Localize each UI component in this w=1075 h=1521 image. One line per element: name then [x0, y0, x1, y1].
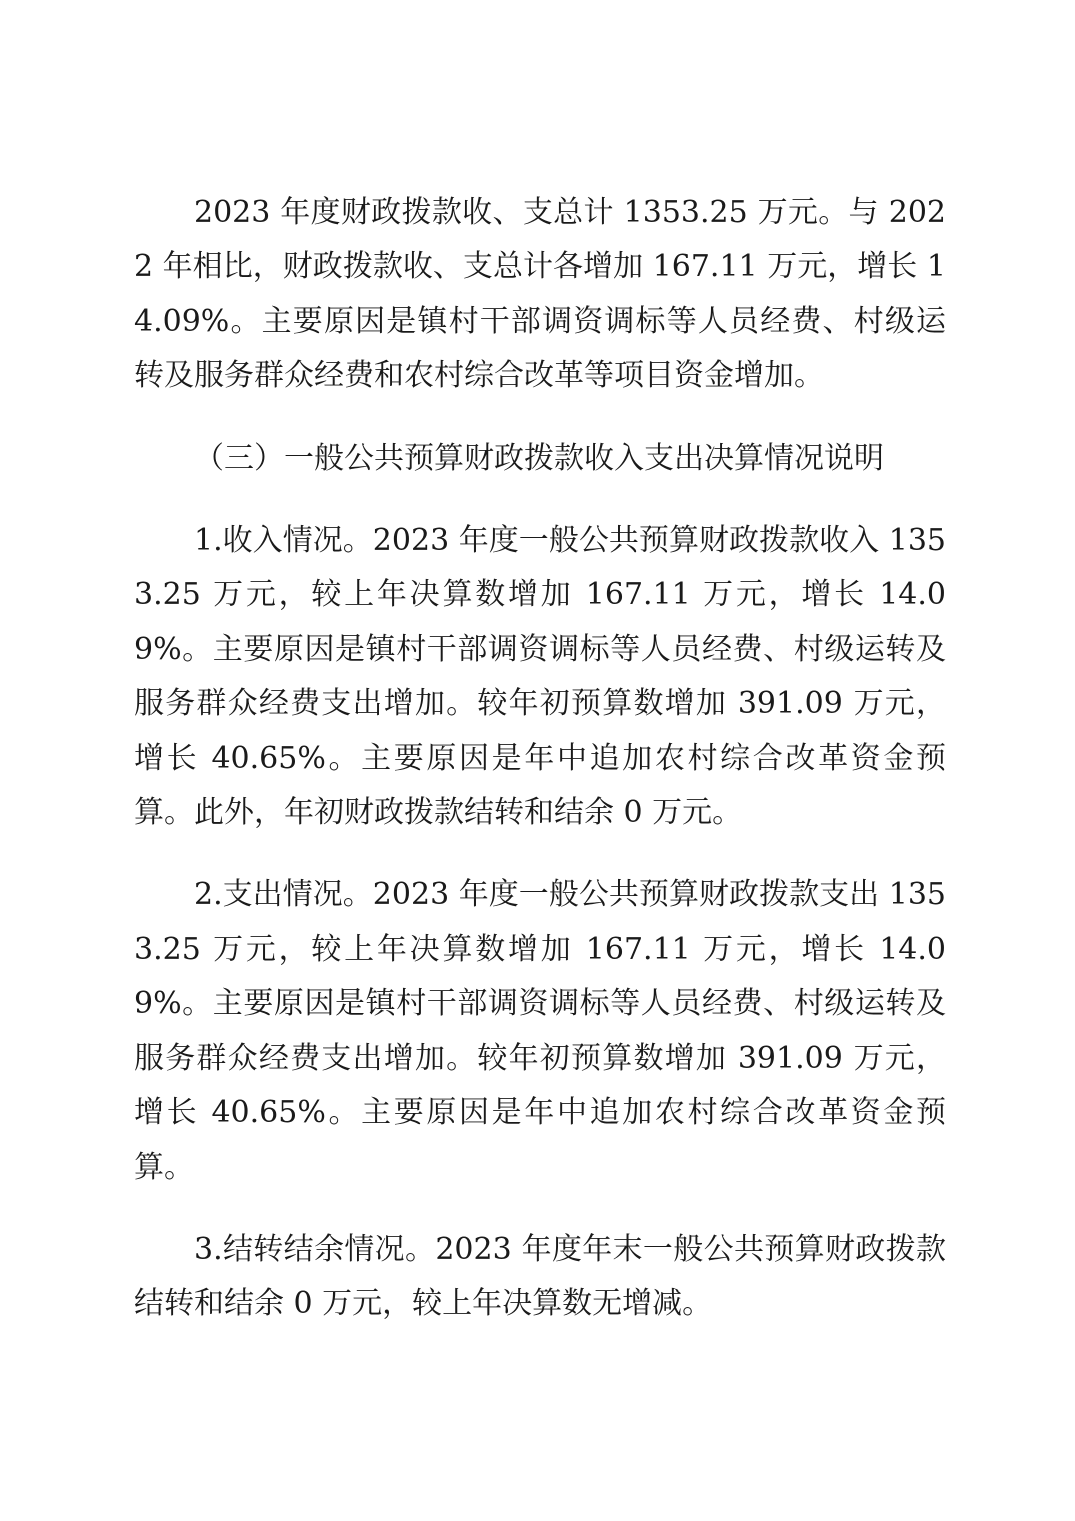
section-heading: （三）一般公共预算财政拨款收入支出决算情况说明	[194, 440, 884, 476]
paragraph-gap	[134, 1195, 946, 1223]
paragraph-gap	[134, 404, 946, 432]
paragraph-carryover: 3.结转结余情况。2023 年度年末一般公共预算财政拨款结转和结余 0 万元，较上年决算数无增减。	[134, 1231, 946, 1322]
paragraph-gap	[134, 840, 946, 868]
paragraph-income: 1.收入情况。2023 年度一般公共预算财政拨款收入 1353.25 万元，较上年决算数增加 167.11 万元，增长 14.09%。主要原因是镇村干部调资调标等人员经费、村级运转及服务群众经费支出增加。较年初预算数增加 391.09 万元，增长 40.65%。主要原因是年中追加农村综合改革资金预算。此外，年初财政拨款结转和结余 0 万元。	[134, 523, 946, 831]
paragraph-expenditure: 2.支出情况。2023 年度一般公共预算财政拨款支出 1353.25 万元，较上年决算数增加 167.11 万元，增长 14.09%。主要原因是镇村干部调资调标等人员经费、村级运转及服务群众经费支出增加。较年初预算数增加 391.09 万元，增长 40.65%。主要原因是年中追加农村综合改革资金预算。	[134, 877, 946, 1185]
document-body	[134, 186, 946, 1332]
paragraph-total-funding: 2023 年度财政拨款收、支总计 1353.25 万元。与 2022 年相比，财政拨款收、支总计各增加 167.11 万元，增长 14.09%。主要原因是镇村干部调资调标等人员经费、村级运转及服务群众经费和农村综合改革等项目资金增加。	[134, 195, 946, 394]
paragraph-gap	[134, 486, 946, 514]
